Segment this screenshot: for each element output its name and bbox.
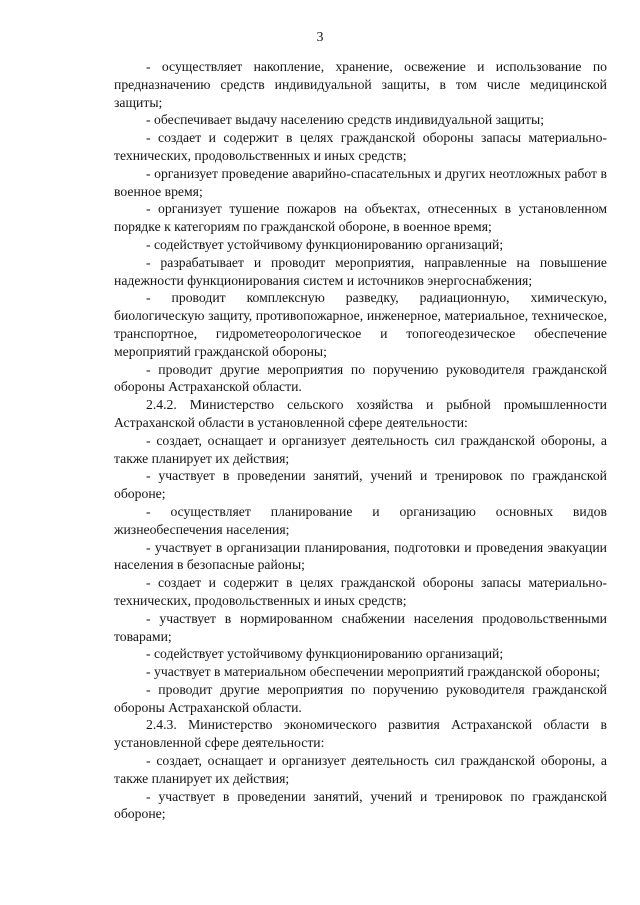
- paragraph-8: - проводит другие мероприятия по поручению руководителя гражданской обороны Астраханской области.: [114, 361, 607, 395]
- page-number: 3: [316, 30, 324, 45]
- paragraph-3: - организует проведение аварийно-спасательных и других неотложных работ в военное время;: [114, 165, 607, 199]
- paragraph-7: - проводит комплексную разведку, радиационную, химическую, биологическую защиту, противопожарное, инженерное, материальное, техническое, транспортное, гидрометеорологическое и топогеодезическое обеспечение мероприятий гражданской обороны;: [114, 290, 607, 359]
- paragraph-0: - осуществляет накопление, хранение, освежение и использование по предназначению средств индивидуальной защиты, в том числе медицинской защиты;: [114, 59, 607, 110]
- paragraph-4: - организует тушение пожаров на объектах, отнесенных в установленном порядке к категориям по гражданской обороне, в военное время;: [114, 201, 607, 235]
- paragraph-17: - участвует в материальном обеспечении мероприятий гражданской обороны;: [146, 664, 601, 680]
- paragraph-1: - обеспечивает выдачу населению средств индивидуальной защиты;: [146, 112, 545, 128]
- paragraph-2: - создает и содержит в целях гражданской обороны запасы материально-технических, продовольственных и иных средств;: [114, 130, 607, 163]
- paragraph-20: - создает, оснащает и организует деятельность сил гражданской обороны, а также планирует их действия;: [114, 753, 607, 786]
- document-body: [114, 58, 607, 823]
- section-heading-2-4-3: 2.4.3. Министерство экономического развития Астраханской области в установленной сфере деятельности:: [114, 717, 607, 751]
- paragraph-21: - участвует в проведении занятий, учений и тренировок по гражданской обороне;: [114, 788, 607, 822]
- paragraph-6: - разрабатывает и проводит мероприятия, направленные на повышение надежности функционирования систем и источников энергоснабжения;: [114, 254, 607, 288]
- paragraph-18: - проводит другие мероприятия по поручению руководителя гражданской обороны Астраханской области.: [114, 681, 607, 715]
- paragraph-13: - участвует в организации планирования, подготовки и проведения эвакуации населения в безопасные районы;: [114, 539, 607, 573]
- paragraph-10: - создает, оснащает и организует деятельность сил гражданской обороны, а также планирует их действия;: [114, 432, 607, 466]
- paragraph-15: - участвует в нормированном снабжении населения продовольственными товарами;: [114, 610, 607, 644]
- paragraph-16: - содействует устойчивому функционированию организаций;: [146, 646, 504, 662]
- paragraph-14: - создает и содержит в целях гражданской обороны запасы материально-технических, продовольственных и иных средств;: [114, 575, 607, 608]
- paragraph-5: - содействует устойчивому функционированию организаций;: [146, 236, 504, 252]
- paragraph-12: - осуществляет планирование и организацию основных видов жизнеобеспечения населения;: [114, 503, 607, 537]
- paragraph-11: - участвует в проведении занятий, учений и тренировок по гражданской обороне;: [114, 468, 607, 502]
- section-heading-2-4-2: 2.4.2. Министерство сельского хозяйства и рыбной промышленности Астраханской области в установленной сфере деятельности:: [114, 397, 607, 430]
